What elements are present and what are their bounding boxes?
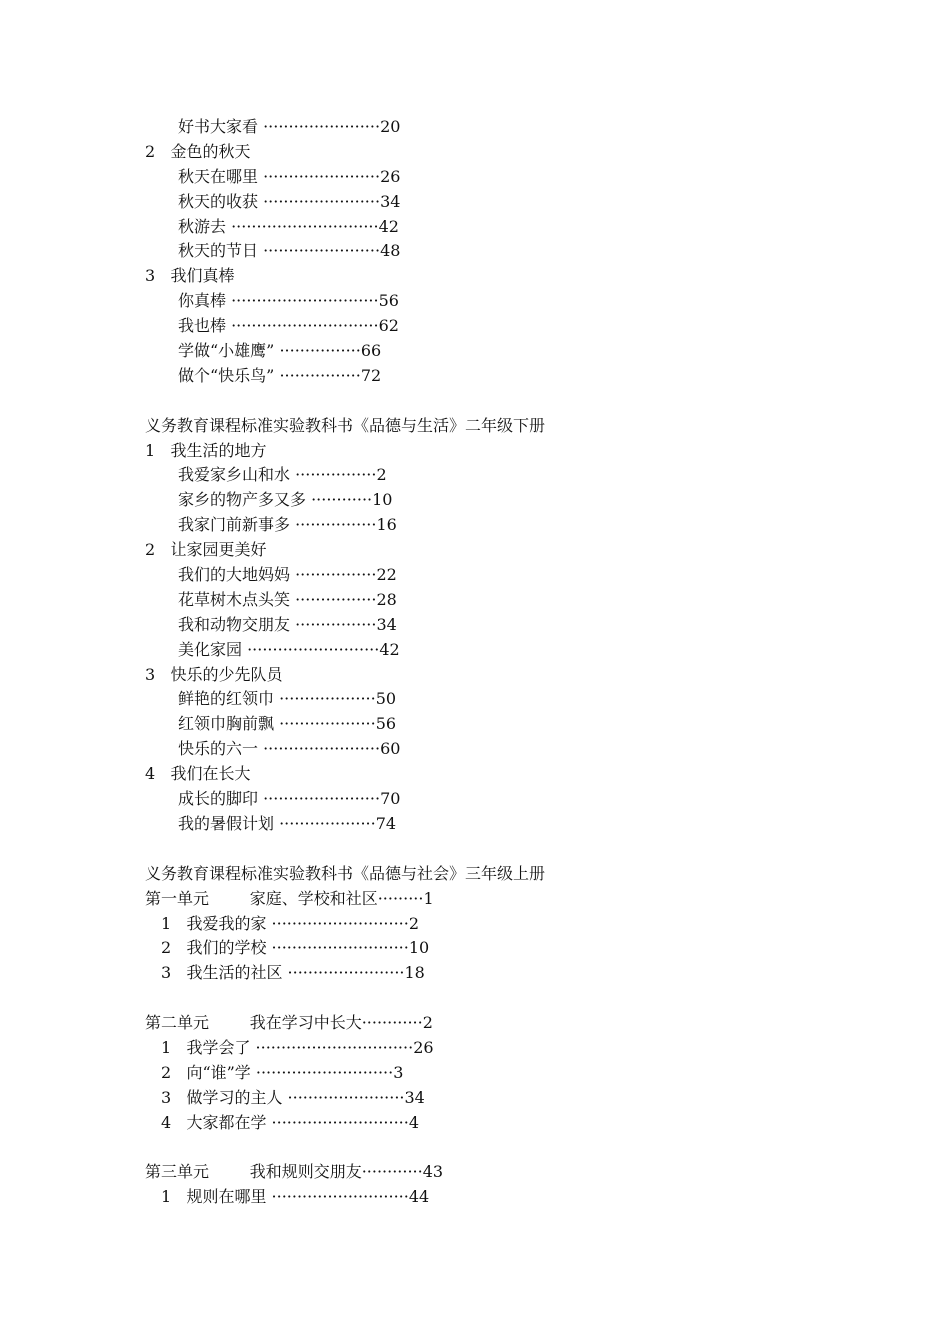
blank-line <box>145 1136 845 1161</box>
toc-heading: 3 快乐的少先队员 <box>145 664 283 684</box>
toc-entry: 你真棒 ·····························56 <box>178 291 399 311</box>
toc-entry: 1 我爱我的家 ···························2 <box>161 913 420 933</box>
toc-heading: 第三单元 我和规则交朋友············43 <box>145 1162 444 1182</box>
toc-entry: 秋天的节日 ·······················48 <box>178 241 401 261</box>
toc-entry: 好书大家看 ·······················20 <box>178 117 401 136</box>
toc-heading: 3 我们真棒 <box>145 266 235 286</box>
toc-heading: 第一单元 家庭、学校和社区·········1 <box>145 888 434 908</box>
toc-heading: 4 我们在长大 <box>145 764 251 784</box>
toc-entry: 4 大家都在学 ···························4 <box>161 1112 420 1132</box>
toc-entry: 1 规则在哪里 ···························44 <box>161 1187 430 1207</box>
toc-heading: 1 我生活的地方 <box>145 440 267 460</box>
toc-entry: 我们的大地妈妈 ················22 <box>178 565 397 585</box>
toc-entry: 2 向“谁”学 ···························3 <box>161 1062 404 1082</box>
toc-entry: 我爱家乡山和水 ················2 <box>178 465 387 485</box>
toc-entry: 鲜艳的红领巾 ···················50 <box>178 689 397 709</box>
toc-entry: 我家门前新事多 ················16 <box>178 515 397 535</box>
toc-entry: 做个“快乐鸟” ················72 <box>178 365 382 385</box>
toc-entry: 成长的脚印 ·······················70 <box>178 789 401 809</box>
toc-entry: 我也棒 ·····························62 <box>178 316 399 336</box>
toc-heading: 2 金色的秋天 <box>145 141 251 161</box>
toc-entry: 花草树木点头笑 ················28 <box>178 589 397 609</box>
toc-entry: 3 做学习的主人 ·······················34 <box>161 1087 425 1107</box>
toc-entry: 秋天在哪里 ·······················26 <box>178 166 401 186</box>
toc-entry: 2 我们的学校 ···························10 <box>161 938 430 958</box>
blank-line <box>145 986 845 1011</box>
toc-page <box>145 115 845 1210</box>
toc-entry: 秋游去 ·····························42 <box>178 216 399 236</box>
toc-entry: 秋天的收获 ·······················34 <box>178 191 401 211</box>
toc-entry: 红领巾胸前飘 ···················56 <box>178 714 397 734</box>
toc-heading: 义务教育课程标准实验教科书《品德与生活》二年级下册 <box>145 415 546 435</box>
toc-entry: 美化家园 ··························42 <box>178 639 400 659</box>
blank-line <box>145 389 845 414</box>
toc-entry: 学做“小雄鹰” ················66 <box>178 341 382 361</box>
toc-entry: 我和动物交朋友 ················34 <box>178 614 397 634</box>
blank-line <box>145 837 845 862</box>
toc-heading: 义务教育课程标准实验教科书《品德与社会》三年级上册 <box>145 863 546 883</box>
toc-entry: 快乐的六一 ·······················60 <box>178 739 401 759</box>
toc-heading: 2 让家园更美好 <box>145 540 267 560</box>
toc-entry: 1 我学会了 ·······························26 <box>161 1037 434 1057</box>
toc-heading: 第二单元 我在学习中长大············2 <box>145 1013 433 1033</box>
toc-entry: 3 我生活的社区 ·······················18 <box>161 963 425 983</box>
toc-entry: 我的暑假计划 ···················74 <box>178 813 397 833</box>
toc-entry: 家乡的物产多又多 ············10 <box>178 490 393 510</box>
